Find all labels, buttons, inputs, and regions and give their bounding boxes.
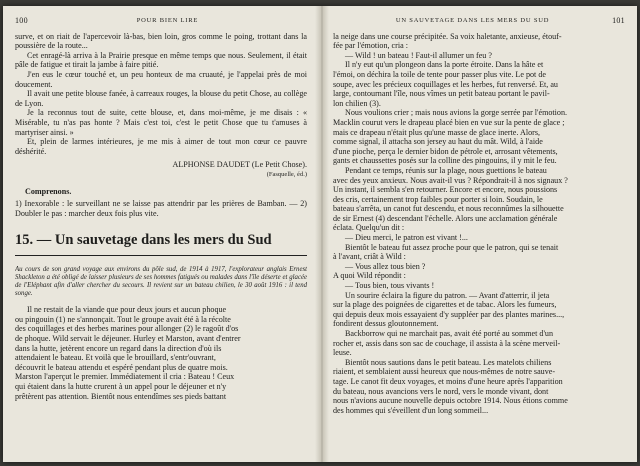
text-line: l'émoi, on déchira la toile de tente pour passer plus vite. Le pot de bbox=[333, 69, 546, 79]
comprenons-note: 1) Inexorable : le surveillant ne se laisse pas attendrir par les prières de Bamban. — 2) Doubler le pas : marcher deux fois plus vite. bbox=[15, 199, 307, 218]
left-running-title: POUR BIEN LIRE bbox=[136, 17, 199, 24]
right-running-header bbox=[333, 16, 625, 26]
paragraph: surve, et on riait de l'apercevoir là-bas, bien loin, gros comme le poing, trottant dans la poussière de la route... bbox=[15, 31, 307, 51]
text-line: à l'avant, criât à Wild : bbox=[333, 252, 406, 262]
text-line: d'une pioche, perça le dernier bidon de pétrole et, arrosant vêtements, bbox=[333, 146, 558, 156]
text-line: du bateau, nous avancions vers le nord, vers le monde vivant, dont bbox=[333, 386, 549, 396]
text-line: — Vous allez tous bien ? bbox=[345, 261, 426, 271]
text-line: — Tous bien, tous vivants ! bbox=[345, 281, 435, 291]
text-line: Pendant ce temps, réunis sur la plage, nous guettions le bateau bbox=[345, 165, 547, 175]
text-line: des coquillages et des herbes marines pour allonger (2) le ragoût d'os bbox=[15, 324, 239, 334]
right-page-number: 101 bbox=[612, 16, 625, 25]
text-line: dans la hutte, jetèrent encore un regard dans la direction d'où ils bbox=[15, 343, 222, 353]
author-credit: ALPHONSE DAUDET (Le Petit Chose). bbox=[172, 160, 307, 170]
text-line: des cris, certainement trop faibles pour porter si loin. Soudain, le bbox=[333, 194, 543, 204]
left-page bbox=[15, 16, 307, 456]
text-line: éclata. Quelqu'un dit : bbox=[333, 223, 405, 233]
text-line: mais ce drapeau n'était plus qu'une masse de glace inerte. Alors, bbox=[333, 127, 540, 137]
paragraph: Cet enragé-là arriva à la Prairie presque en même temps que nous. Seulement, il était pâle de fatigue et tirait la jambe à faire pitié. bbox=[15, 50, 307, 70]
text-line: — Wild ! un bateau ! Faut-il allumer un feu ? bbox=[345, 50, 492, 60]
paragraph: Il avait une petite blouse fanée, à carreaux rouges, la blouse du petit Chose, au collège de Lyon. bbox=[15, 89, 307, 108]
text-line: la neige dans une course précipitée. Sa voix haletante, anxieuse, étouf- bbox=[333, 31, 562, 41]
paragraph: Je la reconnus tout de suite, cette blouse, et, dans moi-même, je me disais : « Misérable, tu n'as pas honte ? Mais c'est toi, c'est le petit Chose que tu t'amuses à martyriser ainsi. » bbox=[15, 108, 307, 137]
text-line: qui depuis deux mois essayaient d'y suppléer par des plantes marines..., bbox=[333, 309, 565, 319]
text-line: Il n'y eut qu'un plongeon dans la porte étroite. Dans la hâte et bbox=[345, 60, 544, 70]
text-line: Bientôt nous sautions dans le petit bateau. Les matelots chiliens bbox=[345, 357, 552, 367]
text-line: gants et chaussettes posés sur la colline des pingouins, il y mit le feu. bbox=[333, 156, 557, 166]
chapter-title: 15. — Un sauvetage dans les mers du Sud bbox=[15, 232, 307, 256]
text-line: Macklin courut vers le drapeau placé bien en vue sur la pente de glace ; bbox=[333, 117, 565, 127]
text-line: bateau s'arrêta, un canot fut descendu, et nous reconnûmes la silhouette bbox=[333, 204, 564, 214]
text-line: Backborrow qui ne marchait pas, avait été porté au sommet d'un bbox=[345, 329, 554, 338]
text-line: Un instant, il sembla s'en retourner. Encore et encore, nous poussions bbox=[333, 185, 558, 195]
text-line: rocher et, assis dans son sac de couchage, il assista à la scène merveil- bbox=[333, 338, 561, 348]
right-page bbox=[333, 16, 625, 456]
text-line: avec des yeux anxieux. Nous avait-il vus ? Répondrait-il à nos signaux ? bbox=[333, 175, 568, 185]
left-page-number: 100 bbox=[15, 16, 28, 25]
comprenons-heading: Comprenons. bbox=[25, 186, 72, 196]
text-line: qui étaient dans la hutte crurent à un appel pour le déjeuner et n'y bbox=[15, 382, 227, 392]
text-line: — Dieu merci, le patron est vivant !... bbox=[345, 233, 468, 243]
text-line: sur la plage des poignées de cigarettes et de tabac. Alors les fumeurs, bbox=[333, 300, 557, 310]
chapter-intro: Au cours de son grand voyage aux environs du pôle sud, de 1914 à 1917, l'explorateur anglais Ernest Shackleton a été obligé de laisser plusieurs de ses hommes fatigués ou malades dans l'île déserte et glacée de l'Eléphant afin d'aller chercher du secours. Il revient sur un bateau chilien, le 30 août 1916 : il tend songe. bbox=[15, 266, 307, 298]
text-line: comme signal, il attacha son jersey au haut du mât. Wild, à l'aide bbox=[333, 137, 543, 147]
text-line: fée par l'émotion, cria : bbox=[333, 41, 408, 51]
publisher-credit: (Fasquelle, éd.) bbox=[266, 170, 307, 178]
text-line: tage. Le canot fit deux voyages, et moins d'une heure après l'apparition bbox=[333, 376, 563, 386]
paragraph: Et, plein de larmes intérieures, je me mis à aimer de tout mon cœur ce pauvre déshérité. bbox=[15, 137, 307, 156]
text-line: Nous voulions crier ; mais nous avions la gorge serrée par l'émotion. bbox=[345, 108, 568, 118]
text-line: Il ne restait de la viande que pour deux jours et aucun phoque bbox=[27, 305, 227, 315]
text-line: ou pingouin (1) ne s'annonçait. Tout le groupe avait été à la récolte bbox=[15, 314, 231, 324]
book-spread bbox=[3, 6, 637, 462]
text-line: Marston l'aperçut le premier. Immédiatement il cria : Bateau ! Ceux bbox=[15, 372, 235, 382]
text-line: leuse. bbox=[333, 348, 352, 358]
text-line: attendaient le bateau. Et voilà que le brouillard, s'entr'ouvrant, bbox=[15, 353, 216, 363]
text-line: nous n'avions aucune nouvelle depuis octobre 1914. Nous étions comme bbox=[333, 396, 568, 406]
paragraph: J'en eus le cœur touché et, un peu honteux de ma cruauté, je l'appelai près de moi doucement. bbox=[15, 69, 307, 89]
text-line: fondirent dessus gloutonnement. bbox=[333, 319, 439, 329]
text-line: A quoi Wild répondit : bbox=[333, 271, 406, 281]
text-line: de phoque. Wild servait le déjeuner. Hurley et Marston, avant d'entrer bbox=[15, 334, 241, 344]
text-line: prêtèrent pas attention. Bientôt nous entendîmes ses pieds battant bbox=[15, 391, 227, 401]
text-line: riaient, et semblaient aussi heureux que nous-mêmes de notre sauve- bbox=[333, 367, 556, 377]
text-line: large, contournant l'île, nous vîmes un petit bateau portant le pavil- bbox=[333, 89, 550, 99]
left-running-header bbox=[15, 16, 307, 26]
text-line: des hommes qui s'éveillent d'un long sommeil... bbox=[333, 405, 489, 415]
book-gutter bbox=[315, 6, 329, 462]
text-line: lon chilien (3). bbox=[333, 98, 381, 108]
right-running-title: UN SAUVETAGE DANS LES MERS DU SUD bbox=[395, 17, 550, 24]
text-line: de sir Ernest (4) descendant l'échelle. Alors une acclamation générale bbox=[333, 213, 558, 223]
text-line: Bientôt le bateau fut assez proche pour que le patron, qui se tenait bbox=[345, 242, 559, 252]
text-line: soupe, avec les précieux coquillages et les herbes, fut renversé. Et, au bbox=[333, 79, 558, 89]
text-line: Un sourire éclaira la figure du patron. — Avant d'atterrir, il jeta bbox=[345, 290, 550, 300]
text-line: découvrit le bateau attendu et espéré pendant plus de quatre mois. bbox=[15, 362, 228, 372]
